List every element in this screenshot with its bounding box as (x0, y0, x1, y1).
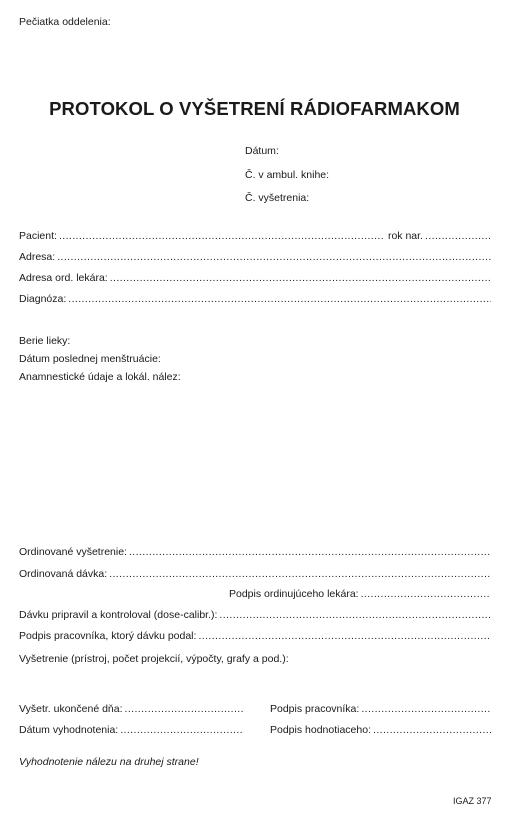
birth-year-label: rok nar. (387, 230, 423, 242)
exam-details-label: Vyšetrenie (prístroj, počet projekcií, výpočty, grafy a pod.): (19, 653, 289, 665)
anamnesis-label: Anamnestické údaje a lokál. nález: (19, 371, 181, 383)
worker-signature-field[interactable] (361, 703, 491, 715)
worker-signature-row (270, 703, 491, 715)
prepared-field[interactable] (219, 609, 491, 621)
ordered-exam-row (19, 546, 491, 558)
eval-date-field[interactable] (120, 724, 244, 736)
worker-signature-label: Podpis pracovníka: (270, 703, 360, 715)
ordered-dose-label: Ordinovaná dávka: (19, 568, 108, 580)
last-mens-label: Dátum poslednej menštruácie: (19, 353, 161, 365)
ordering-sign-field[interactable] (361, 588, 491, 600)
diagnosis-label: Diagnóza: (19, 293, 67, 305)
evaluator-signature-field[interactable] (373, 724, 491, 736)
patient-field[interactable] (59, 230, 384, 242)
stamp-label: Pečiatka oddelenia: (19, 16, 111, 28)
ordering-sign-label: Podpis ordinujúceho lekára: (229, 588, 359, 600)
ordered-exam-field[interactable] (129, 546, 491, 558)
date-label: Dátum: (245, 145, 279, 157)
patient-row (19, 230, 491, 242)
address-field[interactable] (57, 251, 491, 263)
doctor-address-row (19, 272, 491, 284)
finished-field[interactable] (125, 703, 244, 715)
address-row (19, 251, 491, 263)
page-title: PROTOKOL O VYŠETRENÍ RÁDIOFARMAKOM (49, 98, 460, 119)
eval-date-label: Dátum vyhodnotenia: (19, 724, 119, 736)
diagnosis-field[interactable] (68, 293, 491, 305)
eval-date-row (19, 724, 244, 736)
meds-label: Berie lieky: (19, 335, 71, 347)
patient-label: Pacient: (19, 230, 57, 242)
finished-label: Vyšetr. ukončené dňa: (19, 703, 123, 715)
exam-number-label: Č. vyšetrenia: (245, 192, 310, 204)
doctor-address-field[interactable] (110, 272, 491, 284)
address-label: Adresa: (19, 251, 56, 263)
worker-sign-label: Podpis pracovníka, ktorý dávku podal: (19, 630, 197, 642)
ordered-exam-label: Ordinované vyšetrenie: (19, 546, 127, 558)
ordered-dose-row (19, 568, 491, 580)
form-code: IGAZ 377 (453, 796, 492, 806)
prepared-row (19, 609, 491, 621)
ambul-book-label: Č. v ambul. knihe: (245, 169, 330, 181)
finished-row (19, 703, 244, 715)
doctor-address-label: Adresa ord. lekára: (19, 272, 108, 284)
diagnosis-row (19, 293, 491, 305)
back-side-note: Vyhodnotenie nálezu na druhej strane! (19, 756, 199, 768)
evaluator-signature-label: Podpis hodnotiaceho: (270, 724, 371, 736)
birth-year-field[interactable] (425, 230, 491, 242)
worker-sign-field[interactable] (198, 630, 491, 642)
ordering-sign-row (229, 588, 491, 600)
ordered-dose-field[interactable] (109, 568, 491, 580)
worker-sign-row (19, 630, 491, 642)
evaluator-signature-row (270, 724, 491, 736)
prepared-label: Dávku pripravil a kontroloval (dose-calibr.): (19, 609, 218, 621)
